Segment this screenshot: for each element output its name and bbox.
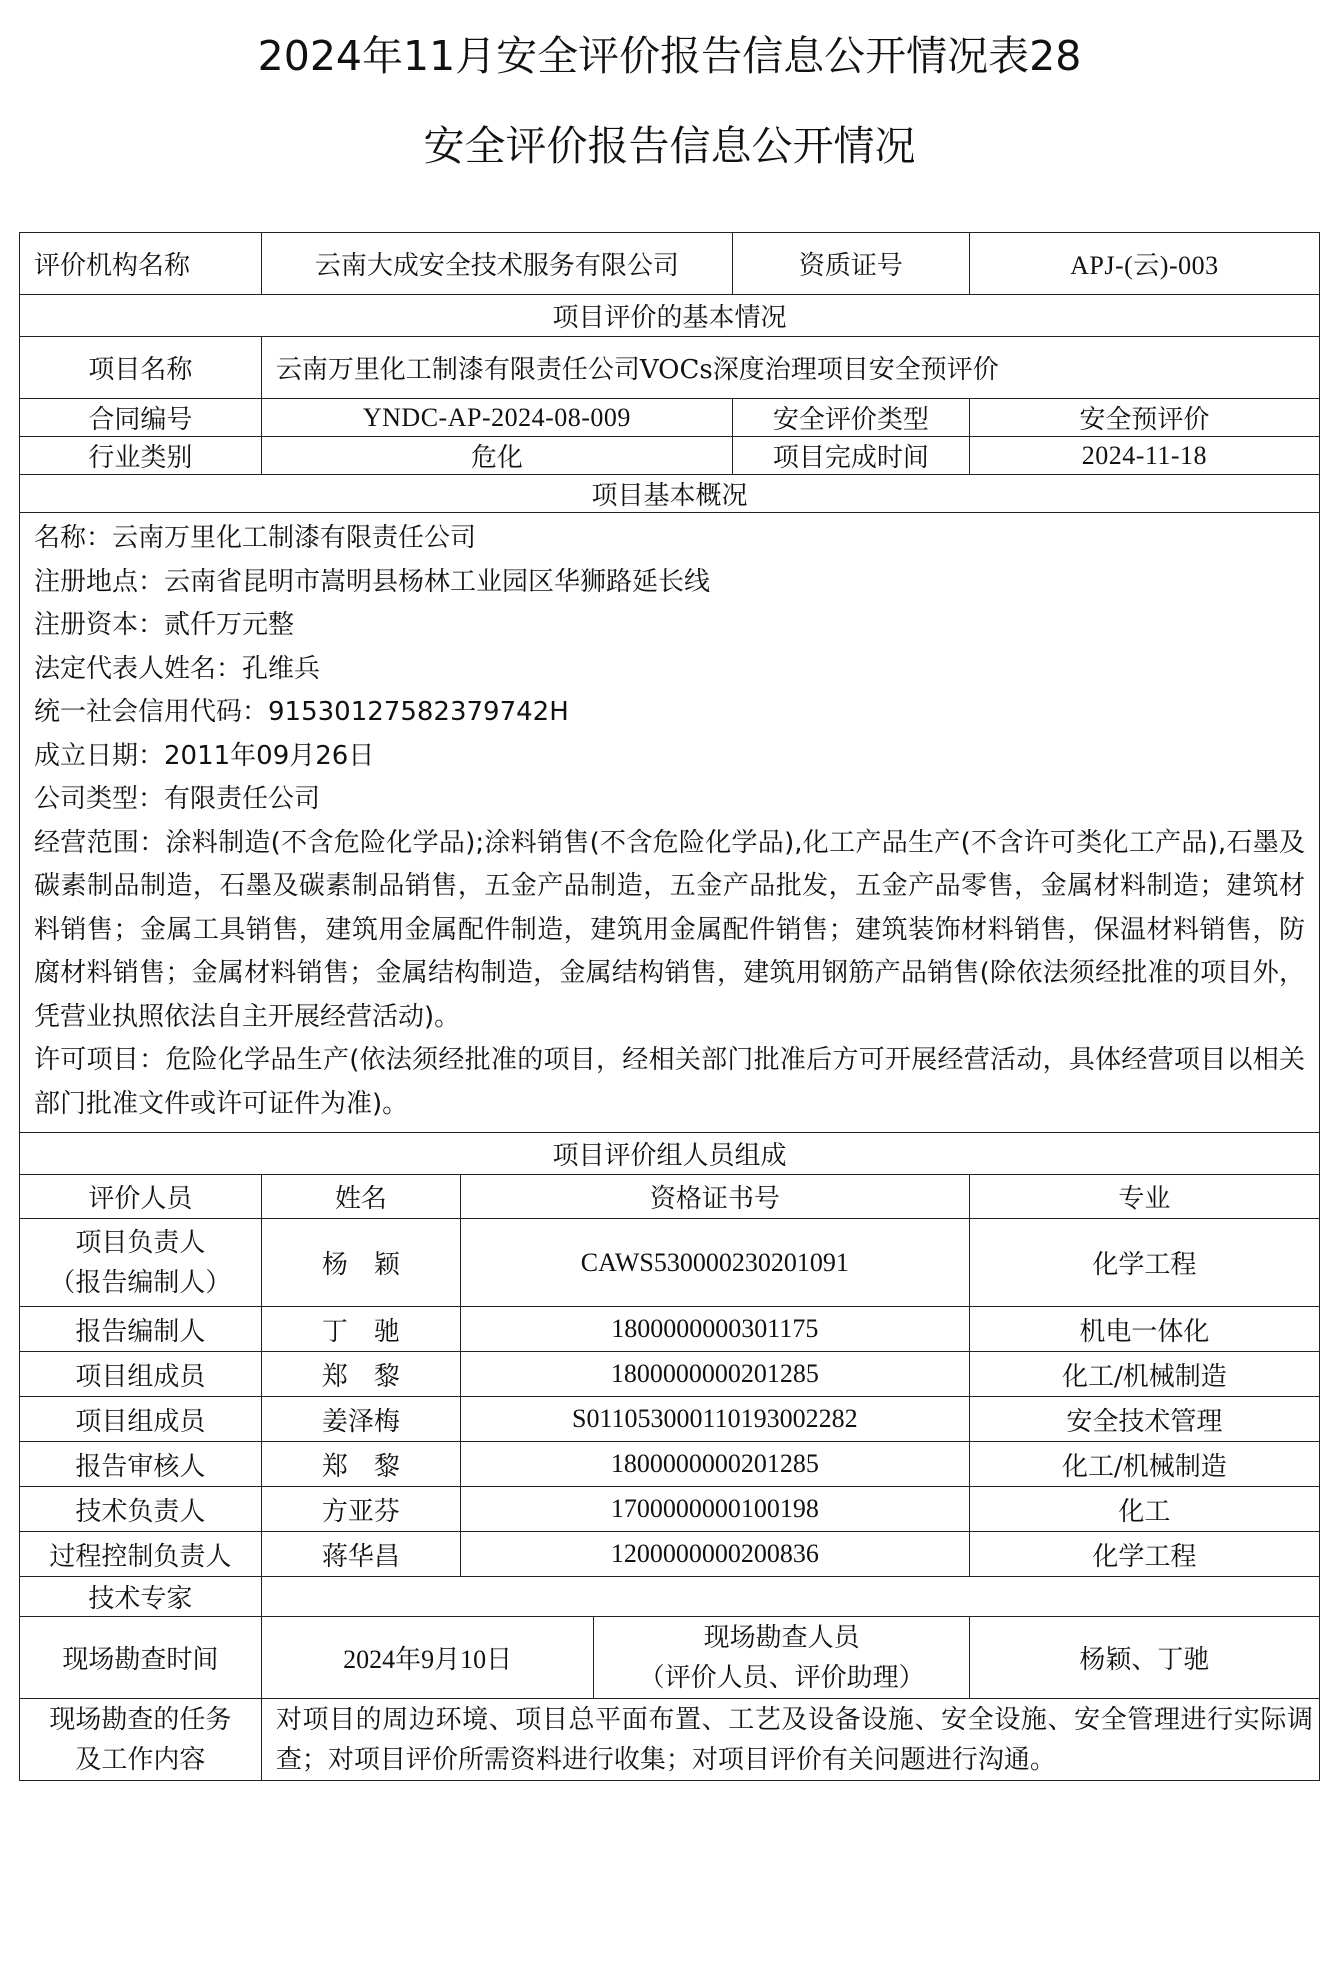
survey-row bbox=[20, 1617, 1320, 1699]
cert-label: 资质证号 bbox=[732, 233, 969, 295]
team-major: 化工/机械制造 bbox=[969, 1352, 1319, 1397]
org-label: 评价机构名称 bbox=[20, 233, 262, 295]
team-header-name: 姓名 bbox=[261, 1175, 460, 1219]
team-major: 化学工程 bbox=[969, 1219, 1319, 1307]
org-value: 云南大成安全技术服务有限公司 bbox=[261, 233, 732, 295]
overview-capital: 注册资本：贰仟万元整 bbox=[34, 610, 295, 640]
task-value: 对项目的周边环境、项目总平面布置、工艺及设备设施、安全设施、安全管理进行实际调查；对项目评价所需资料进行收集；对项目评价有关问题进行沟通。 bbox=[261, 1699, 1319, 1781]
eval-type-label: 安全评价类型 bbox=[732, 399, 969, 437]
team-cert: 1700000000100198 bbox=[460, 1487, 969, 1532]
team-name: 郑 黎 bbox=[261, 1442, 460, 1487]
team-major: 机电一体化 bbox=[969, 1307, 1319, 1352]
contract-label: 合同编号 bbox=[20, 399, 262, 437]
team-role-line2: （报告编制人） bbox=[49, 1267, 232, 1298]
team-name: 郑 黎 bbox=[261, 1352, 460, 1397]
survey-staff-label bbox=[594, 1617, 969, 1699]
project-label: 项目名称 bbox=[20, 337, 262, 399]
team-role: 报告编制人 bbox=[20, 1307, 262, 1352]
team-name: 方亚芬 bbox=[261, 1487, 460, 1532]
expert-label: 技术专家 bbox=[20, 1577, 262, 1617]
table-row bbox=[20, 1487, 1320, 1532]
disclosure-table bbox=[19, 232, 1320, 1781]
overview-row bbox=[20, 513, 1320, 1133]
industry-row bbox=[20, 437, 1320, 475]
section-basic-row bbox=[20, 295, 1320, 337]
contract-value: YNDC-AP-2024-08-009 bbox=[261, 399, 732, 437]
survey-time-label: 现场勘查时间 bbox=[20, 1617, 262, 1699]
expert-value bbox=[261, 1577, 1319, 1617]
overview-business-scope: 经营范围：涂料制造(不含危险化学品);涂料销售(不含危险化学品),化工产品生产(不含许可类化工产品),石墨及碳素制品制造，石墨及碳素制品销售，五金产品制造，五金产品批发，五金产品零售，金属材料制造；建筑材料销售；金属工具销售，建筑用金属配件制造，建筑用金属配件销售；建筑装饰材料销售，保温材料销售，防腐材料销售；金属材料销售；金属结构制造，金属结构销售，建筑用钢筋产品销售(除依法须经批准的项目外，凭营业执照依法自主开展经营活动)。 bbox=[34, 827, 1305, 1032]
team-major: 化学工程 bbox=[969, 1532, 1319, 1577]
overview-company-name: 名称：云南万里化工制漆有限责任公司 bbox=[34, 523, 477, 553]
team-name: 姜泽梅 bbox=[261, 1397, 460, 1442]
team-cert: 1800000000301175 bbox=[460, 1307, 969, 1352]
cert-value: APJ-(云)-003 bbox=[969, 233, 1319, 295]
overview-legal-rep: 法定代表人姓名：孔维兵 bbox=[34, 653, 321, 684]
survey-staff-value: 杨颖、丁驰 bbox=[969, 1617, 1319, 1699]
task-label bbox=[20, 1699, 262, 1781]
expert-row bbox=[20, 1577, 1320, 1617]
table-row bbox=[20, 1532, 1320, 1577]
section-overview-heading: 项目基本概况 bbox=[20, 475, 1320, 513]
team-cert: 1200000000200836 bbox=[460, 1532, 969, 1577]
team-cert: CAWS530000230201091 bbox=[460, 1219, 969, 1307]
team-header-major: 专业 bbox=[969, 1175, 1319, 1219]
table-row bbox=[20, 1219, 1320, 1307]
team-name: 丁 驰 bbox=[261, 1307, 460, 1352]
team-header-role: 评价人员 bbox=[20, 1175, 262, 1219]
survey-staff-label-line1: 现场勘查人员 bbox=[703, 1622, 860, 1653]
overview-credit-code: 统一社会信用代码：91530127582379742H bbox=[34, 697, 569, 727]
team-role: 过程控制负责人 bbox=[20, 1532, 262, 1577]
team-role: 项目组成员 bbox=[20, 1352, 262, 1397]
team-role: 项目组成员 bbox=[20, 1397, 262, 1442]
team-role-line1: 项目负责人 bbox=[75, 1227, 206, 1258]
overview-cell bbox=[20, 513, 1320, 1133]
team-header-cert: 资格证书号 bbox=[460, 1175, 969, 1219]
team-header-row bbox=[20, 1175, 1320, 1219]
overview-address: 注册地点：云南省昆明市嵩明县杨林工业园区华狮路延长线 bbox=[34, 566, 711, 597]
document-title: 2024年11月安全评价报告信息公开情况表28 bbox=[257, 32, 1082, 80]
task-label-line2: 及工作内容 bbox=[75, 1744, 206, 1775]
task-row bbox=[20, 1699, 1320, 1781]
team-major: 化工 bbox=[969, 1487, 1319, 1532]
completion-value: 2024-11-18 bbox=[969, 437, 1319, 475]
document-subtitle: 安全评价报告信息公开情况 bbox=[423, 122, 916, 170]
industry-value: 危化 bbox=[261, 437, 732, 475]
contract-row bbox=[20, 399, 1320, 437]
team-role: 报告审核人 bbox=[20, 1442, 262, 1487]
table-row bbox=[20, 1352, 1320, 1397]
team-cert: S011053000110193002282 bbox=[460, 1397, 969, 1442]
team-major: 安全技术管理 bbox=[969, 1397, 1319, 1442]
team-major: 化工/机械制造 bbox=[969, 1442, 1319, 1487]
org-row bbox=[20, 233, 1320, 295]
team-name: 杨 颖 bbox=[261, 1219, 460, 1307]
survey-date: 2024年9月10日 bbox=[261, 1617, 594, 1699]
project-row bbox=[20, 337, 1320, 399]
task-label-line1: 现场勘查的任务 bbox=[49, 1704, 232, 1735]
section-team-row bbox=[20, 1133, 1320, 1175]
section-team-heading: 项目评价组人员组成 bbox=[20, 1133, 1320, 1175]
overview-company-type: 公司类型：有限责任公司 bbox=[34, 784, 321, 814]
team-role: 技术负责人 bbox=[20, 1487, 262, 1532]
section-overview-row bbox=[20, 475, 1320, 513]
eval-type-value: 安全预评价 bbox=[969, 399, 1319, 437]
table-row bbox=[20, 1307, 1320, 1352]
section-basic-heading: 项目评价的基本情况 bbox=[20, 295, 1320, 337]
overview-founded: 成立日期：2011年09月26日 bbox=[34, 740, 375, 771]
overview-license: 许可项目：危险化学品生产(依法须经批准的项目，经相关部门批准后方可开展经营活动，具体经营项目以相关部门批准文件或许可证件为准)。 bbox=[34, 1045, 1305, 1119]
team-role bbox=[20, 1219, 262, 1307]
table-row bbox=[20, 1397, 1320, 1442]
table-row bbox=[20, 1442, 1320, 1487]
project-value: 云南万里化工制漆有限责任公司VOCs深度治理项目安全预评价 bbox=[261, 337, 1319, 399]
survey-staff-label-line2: （评价人员、评价助理） bbox=[638, 1662, 925, 1693]
team-cert: 1800000000201285 bbox=[460, 1442, 969, 1487]
team-name: 蒋华昌 bbox=[261, 1532, 460, 1577]
team-cert: 1800000000201285 bbox=[460, 1352, 969, 1397]
completion-label: 项目完成时间 bbox=[732, 437, 969, 475]
industry-label: 行业类别 bbox=[20, 437, 262, 475]
